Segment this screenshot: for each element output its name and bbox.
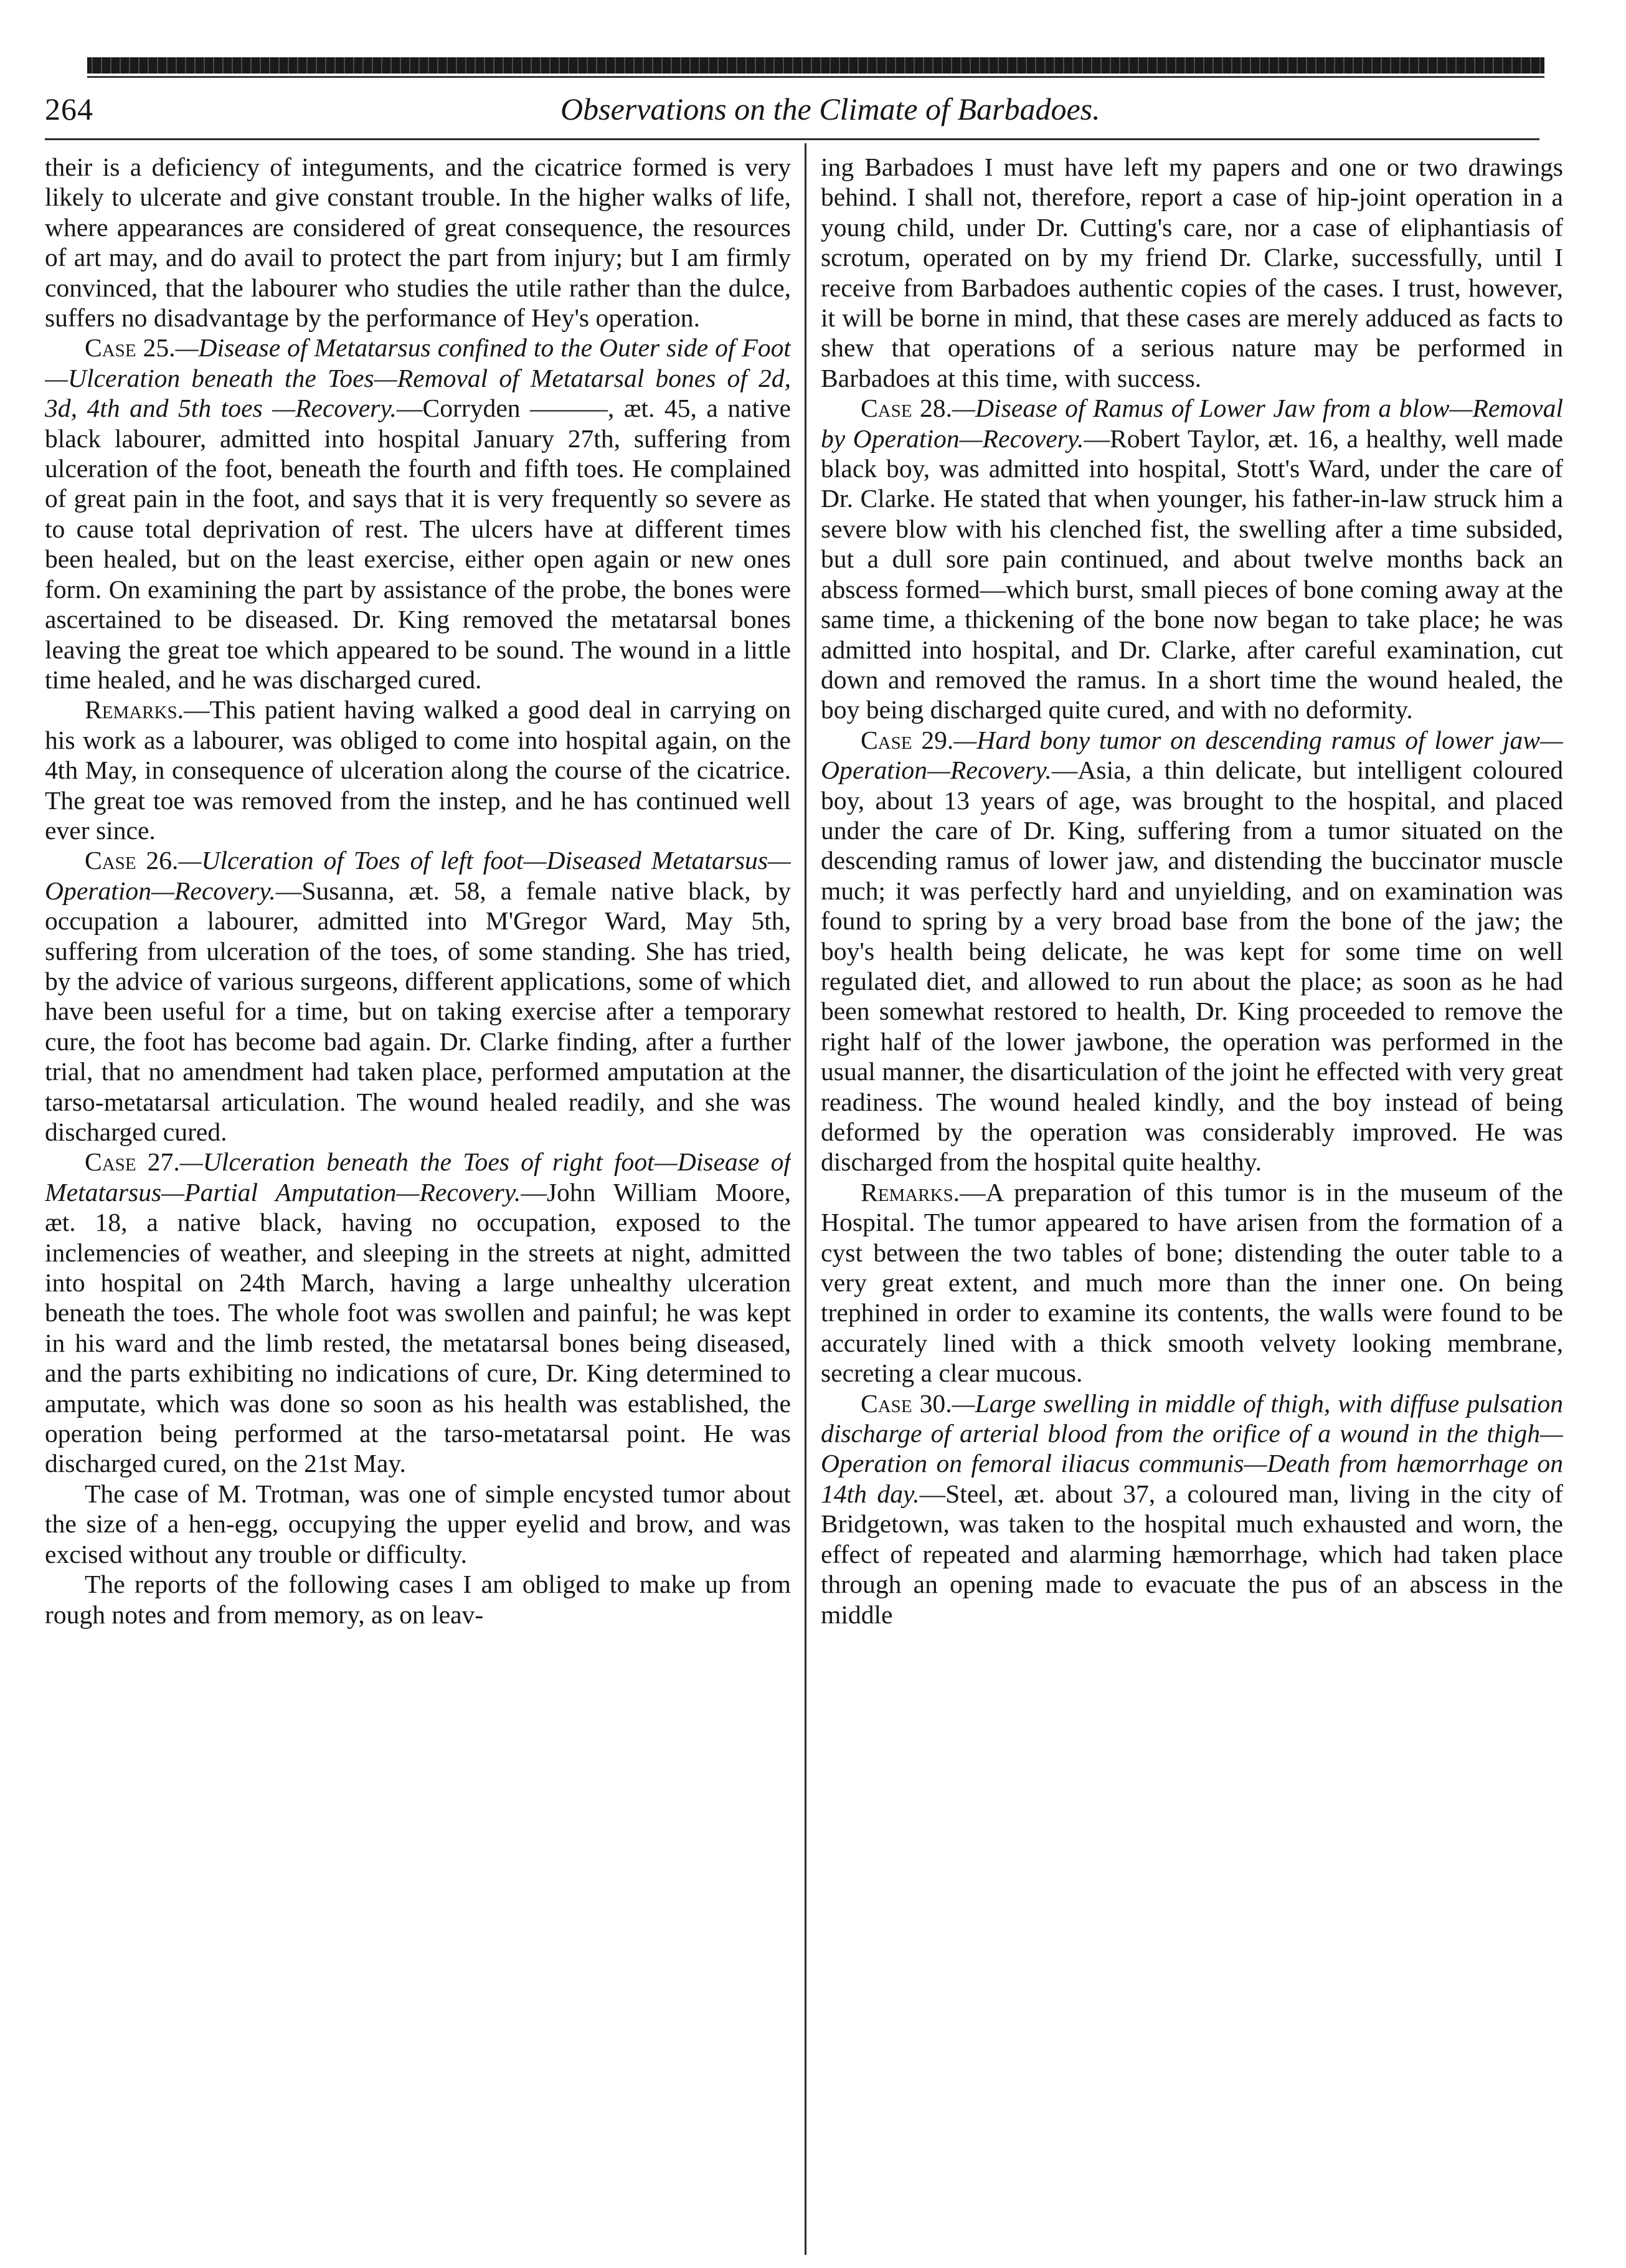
paragraph-reports	[45, 1569, 791, 1630]
remarks-29	[821, 1177, 1563, 1388]
remarks-25	[45, 695, 791, 845]
paragraph-trotman	[45, 1479, 791, 1569]
case-25	[45, 333, 791, 695]
case-heading: Case 29.	[861, 725, 954, 754]
case-body: —Robert Taylor, æt. 16, a healthy, well made black boy, was admitted into hospital, Stott's Ward, under the care of Dr. Clarke. He stated that when younger, his father-in-law struck him a severe blow with his clenched fist, the swelling after a time subsided, but a dull sore pain continued, and about twelve months back an abscess formed—which burst, small pieces of bone coming away at the same time, a thickening of the bone now began to take place; he was admitted into hospital, and Dr. Clarke, after careful examination, cut down and removed the ramus. In a short time the wound healed, the boy being discharged quite cured, and with no deformity.	[821, 424, 1563, 724]
case-title: —Disease of Ramus of Lower Jaw from a blow—Removal by Operation—Recovery.	[821, 394, 1563, 453]
case-heading: Case 30.	[861, 1388, 952, 1418]
case-heading: Case 28.	[861, 394, 953, 423]
case-heading: Case 26.	[85, 846, 179, 875]
right-column	[821, 152, 1563, 2251]
paragraph-text: The reports of the following cases I am obliged to make up from rough notes and from memory, as on leav-	[45, 1570, 791, 1629]
case-heading: Case 25.	[85, 333, 176, 363]
case-body: —Asia, a thin delicate, but intelligent coloured boy, about 13 years of age, was brought to the hospital, and placed under the care of Dr. King, suffering from a tumor situated on the descending ramus of lower jaw, and distending the buccinator muscle much; it was perfectly hard and unyielding, and on examination was found to spring by a very broad base from the bone of the jaw; the boy's health being delicate, he was kept for some time on well regulated diet, and allowed to run about the place; as soon as he had been somewhat restored to health, Dr. King proceeded to remove the right half of the lower jawbone, the operation was performed in the usual manner, the disarticulation of the joint he effected with very great readiness. The wound healed kindly, and the boy instead of being deformed by the operation was considerably improved. He was discharged from the hospital quite healthy.	[821, 756, 1563, 1177]
remarks-body: —A preparation of this tumor is in the museum of the Hospital. The tumor appeared to have arisen from the formation of a cyst between the two tables of bone; distending the outer table to a very great extent, and much more than the inner one. On being trephined in order to examine its contents, the walls were found to be accurately lined with a thick smooth velvety looking membrane, secreting a clear mucous.	[821, 1177, 1563, 1388]
column-divider	[805, 143, 806, 2255]
paragraph-intro-left	[45, 152, 791, 333]
case-26	[45, 845, 791, 1147]
case-title: —Large swelling in middle of thigh, with diffuse pulsation discharge of arterial blood from the orifice of a wound in the thigh—Operation on femoral iliacus communis—Death from hæmorrhage on 14th day.	[821, 1388, 1563, 1508]
case-heading: Case 27.	[85, 1147, 180, 1177]
case-title: —Ulceration of Toes of left foot—Diseased Metatarsus—Operation—Recovery.	[45, 846, 791, 905]
paragraph-text: The case of M. Trotman, was one of simple encysted tumor about the size of a hen-egg, occupying the upper eyelid and brow, and was excised without any trouble or difficulty.	[45, 1479, 791, 1568]
remarks-heading: Remarks.	[85, 695, 184, 724]
case-body: —John William Moore, æt. 18, a native black, having no occupation, exposed to the inclemencies of weather, and sleeping in the streets at night, admitted into hospital on 24th March, having a large unhealthy ulceration beneath the toes. The whole foot was swollen and painful; he was kept in his ward and the limb rested, the metatarsal bones being diseased, and the parts exhibiting no indications of cure, Dr. King determined to amputate, which was done so soon as his health was established, the operation being performed at the tarso-metatarsal point. He was discharged cured, on the 21st May.	[45, 1177, 791, 1478]
remarks-body: —This patient having walked a good deal in carrying on his work as a labourer, was obliged to come into hospital again, on the 4th May, in consequence of ulceration along the course of the cicatrice. The great toe was removed from the instep, and he has continued well ever since.	[45, 695, 791, 845]
case-title: —Hard bony tumor on descending ramus of lower jaw—Operation—Recovery.	[821, 725, 1563, 785]
paragraph-text: their is a deficiency of integuments, and the cicatrice formed is very likely to ulcerate and give constant trouble. In the higher walks of life, where appearances are considered of great consequence, the resources of art may, and do avail to protect the part from injury; but I am firmly convinced, that the labourer who studies the utile rather than the dulce, suffers no disadvantage by the performance of Hey's operation.	[45, 153, 791, 333]
case-title: —Disease of Metatarsus confined to the Outer side of Foot—Ulceration beneath the Toes—Removal of Metatarsal bones of 2d, 3d, 4th and 5th toes —Recovery.	[45, 333, 791, 423]
case-title: —Ulceration beneath the Toes of right foot—Disease of Metatarsus—Partial Amputation—Recovery.	[45, 1147, 791, 1207]
left-column	[45, 152, 791, 2251]
remarks-heading: Remarks.	[861, 1177, 960, 1207]
case-30	[821, 1388, 1563, 1630]
case-body: —Steel, æt. about 37, a coloured man, living in the city of Bridgetown, was taken to the hospital much exhausted and worn, the effect of repeated and alarming hæmorrhage, which had taken place through an opening made to evacuate the pus of an abscess in the middle	[821, 1479, 1563, 1629]
case-29	[821, 725, 1563, 1177]
paragraph-intro-right	[821, 152, 1563, 393]
case-body: —Susanna, æt. 58, a female native black, by occupation a labourer, admitted into M'Gregor Ward, May 5th, suffering from ulceration of the toes, of some standing. She has tried, by the advice of various surgeons, different applications, some of which have been useful for a time, but on taking exercise after a temporary cure, the foot has become bad again. Dr. Clarke finding, after a further trial, that no amendment had taken place, performed amputation at the tarso-metatarsal articulation. The wound healed readily, and she was discharged cured.	[45, 876, 791, 1146]
case-28	[821, 393, 1563, 724]
page-number: 264	[45, 92, 93, 126]
ornamental-top-rule	[87, 57, 1544, 74]
case-body: —Corryden ———, æt. 45, a native black labourer, admitted into hospital January 27th, suffering from ulceration of the foot, beneath the fourth and fifth toes. He complained of great pain in the foot, and says that it is very frequently so severe as to cause total deprivation of rest. The ulcers have at different times been healed, but on the least exercise, either open again or new ones form. On examining the part by assistance of the probe, the bones were ascertained to be diseased. Dr. King removed the metatarsal bones leaving the great toe which appeared to be sound. The wound in a little time healed, and he was discharged cured.	[45, 394, 791, 694]
running-title: Observations on the Climate of Barbadoes.	[560, 92, 1100, 126]
paragraph-text: ing Barbadoes I must have left my papers and one or two drawings behind. I shall not, therefore, report a case of hip-joint operation in a young child, under Dr. Cutting's care, nor a case of eliphantiasis of scrotum, operated on by my friend Dr. Clarke, successfully, until I receive from Barbadoes authentic copies of the cases. I trust, however, it will be borne in mind, that these cases are merely adduced as facts to shew that operations of a serious nature may be performed in Barbadoes at this time, with success.	[821, 153, 1563, 392]
header-rule	[45, 138, 1539, 140]
case-27	[45, 1147, 791, 1478]
